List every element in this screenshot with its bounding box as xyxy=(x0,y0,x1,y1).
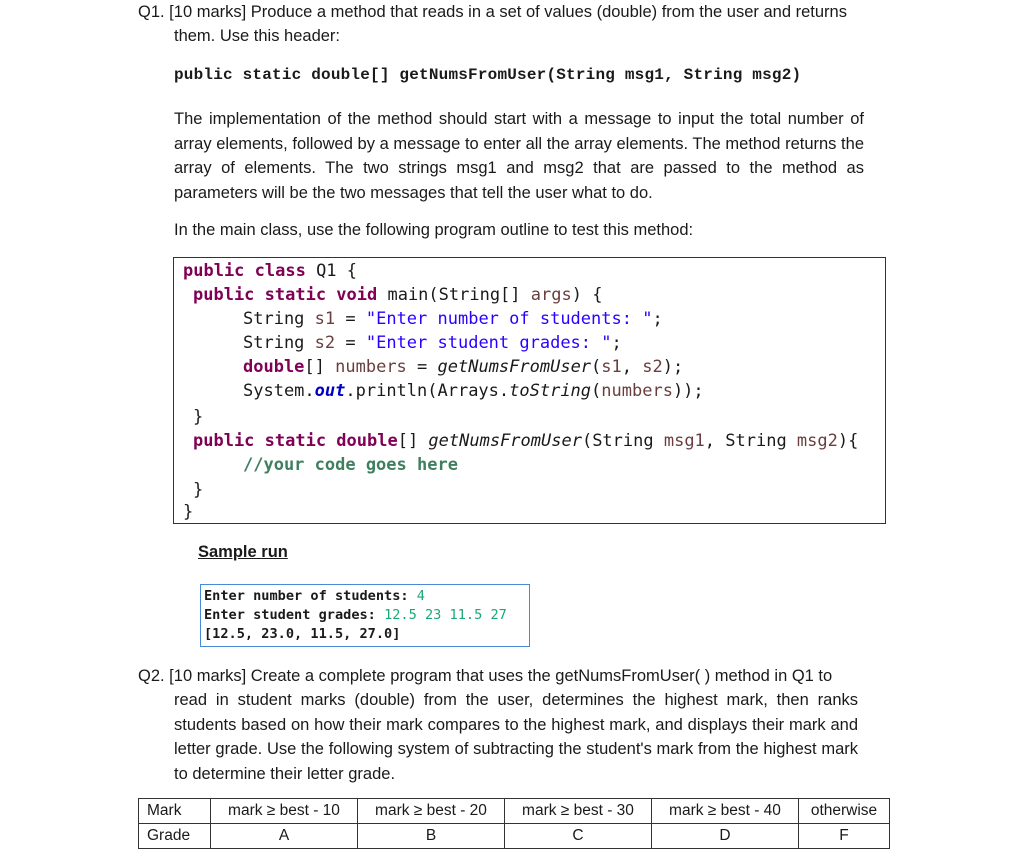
console-line-2 xyxy=(204,605,507,625)
table-cell: Mark xyxy=(139,799,211,824)
code-field: out xyxy=(314,381,346,401)
code-line-2 xyxy=(193,283,602,307)
code-text: ; xyxy=(611,333,622,353)
table-cell: otherwise xyxy=(799,799,890,824)
q1-outline-intro: In the main class, use the following program outline to test this method: xyxy=(174,221,694,239)
table-cell: C xyxy=(505,824,652,849)
code-text: ) { xyxy=(571,285,603,305)
code-line-8 xyxy=(193,429,858,453)
code-text: )); xyxy=(672,381,704,401)
code-line-9 xyxy=(243,453,458,477)
code-variable: numbers xyxy=(335,357,407,377)
table-cell: F xyxy=(799,824,890,849)
table-cell: A xyxy=(211,824,358,849)
code-line-1 xyxy=(183,259,357,283)
method-header-code: public static double[] getNumsFromUser(String msg1, String msg2) xyxy=(174,66,802,84)
code-variable: msg2 xyxy=(796,431,838,451)
table-cell: mark ≥ best - 20 xyxy=(358,799,505,824)
table-cell: D xyxy=(652,824,799,849)
q2-title: Q2. [10 marks] Create a complete program that uses the getNumsFromUser( ) method in Q1 to xyxy=(138,667,833,685)
code-comment: //your code goes here xyxy=(243,455,458,475)
grade-table xyxy=(138,798,890,849)
table-cell: mark ≥ best - 10 xyxy=(211,799,358,824)
console-input: 12.5 23 11.5 27 xyxy=(384,607,507,623)
console-prompt: Enter student grades: xyxy=(204,607,385,623)
code-text: , xyxy=(621,357,643,377)
code-text: main(String[] xyxy=(377,285,531,305)
console-input: 4 xyxy=(416,588,425,604)
code-variable: args xyxy=(530,285,572,305)
code-text: ; xyxy=(652,309,663,329)
grade-table-row-grade xyxy=(139,824,890,849)
code-text: = xyxy=(335,309,366,329)
code-variable: msg1 xyxy=(663,431,705,451)
code-keyword: public class xyxy=(183,261,306,281)
code-text: = xyxy=(335,333,366,353)
code-text: .println(Arrays. xyxy=(345,381,510,401)
console-line-1 xyxy=(204,586,425,606)
grade-table-row-mark xyxy=(139,799,890,824)
code-variable: s1 xyxy=(601,357,622,377)
code-text: String xyxy=(243,333,315,353)
code-line-10: } xyxy=(193,480,204,500)
q1-title-line1: Q1. [10 marks] Produce a method that reads in a set of values (double) from the user and returns xyxy=(138,3,847,21)
code-line-3 xyxy=(243,307,663,331)
code-line-6 xyxy=(243,379,704,403)
code-keyword: public static double xyxy=(193,431,398,451)
code-line-11: } xyxy=(183,502,194,522)
code-text: (String xyxy=(581,431,664,451)
code-variable: s2 xyxy=(314,333,336,353)
q1-instructions: The implementation of the method should start with a message to input the total number of array elements, followed by a message to enter all the array elements. The method returns the array of elements. The two strings msg1 and msg2 that are passed to the method as parameters will be the two messages that tell the user what to do. xyxy=(174,110,864,202)
code-text: System. xyxy=(243,381,315,401)
q1-title-line2: them. Use this header: xyxy=(174,27,340,45)
sample-run-label: Sample run xyxy=(198,543,288,561)
code-method-call: getNumsFromUser xyxy=(437,357,592,377)
code-method-call: toString xyxy=(509,381,592,401)
q1-title xyxy=(138,0,868,48)
code-text: ( xyxy=(591,381,602,401)
table-cell: Grade xyxy=(139,824,211,849)
code-line-4 xyxy=(243,331,622,355)
table-cell: mark ≥ best - 40 xyxy=(652,799,799,824)
code-method-name: getNumsFromUser xyxy=(428,431,582,451)
code-variable: s2 xyxy=(642,357,663,377)
code-text: String xyxy=(243,309,315,329)
code-text: [] xyxy=(397,431,429,451)
code-text: Q1 { xyxy=(305,261,358,281)
code-text: [] xyxy=(304,357,336,377)
sample-run-console xyxy=(200,584,530,647)
code-text: ( xyxy=(591,357,602,377)
code-variable: s1 xyxy=(314,309,336,329)
code-text: = xyxy=(406,357,438,377)
console-line-3: [12.5, 23.0, 11.5, 27.0] xyxy=(204,626,401,642)
console-prompt: Enter number of students: xyxy=(204,588,417,604)
program-outline-code xyxy=(173,257,886,524)
code-keyword: double xyxy=(243,357,305,377)
table-cell: mark ≥ best - 30 xyxy=(505,799,652,824)
code-line-7: } xyxy=(193,407,204,427)
code-string: "Enter number of students: " xyxy=(365,309,653,329)
code-text: ); xyxy=(662,357,684,377)
q2-instructions: read in student marks (double) from the user, determines the highest mark, then ranks students based on how their mark compares to the highest mark, and displays their mark and letter grade. Use the following system of subtracting the student's mark from the highest mark to determine their letter grade. xyxy=(174,691,858,783)
code-text: ){ xyxy=(837,431,859,451)
table-cell: B xyxy=(358,824,505,849)
code-string: "Enter student grades: " xyxy=(365,333,612,353)
code-variable: numbers xyxy=(601,381,673,401)
code-line-5 xyxy=(243,355,683,379)
code-text: , String xyxy=(704,431,797,451)
code-keyword: public static void xyxy=(193,285,378,305)
